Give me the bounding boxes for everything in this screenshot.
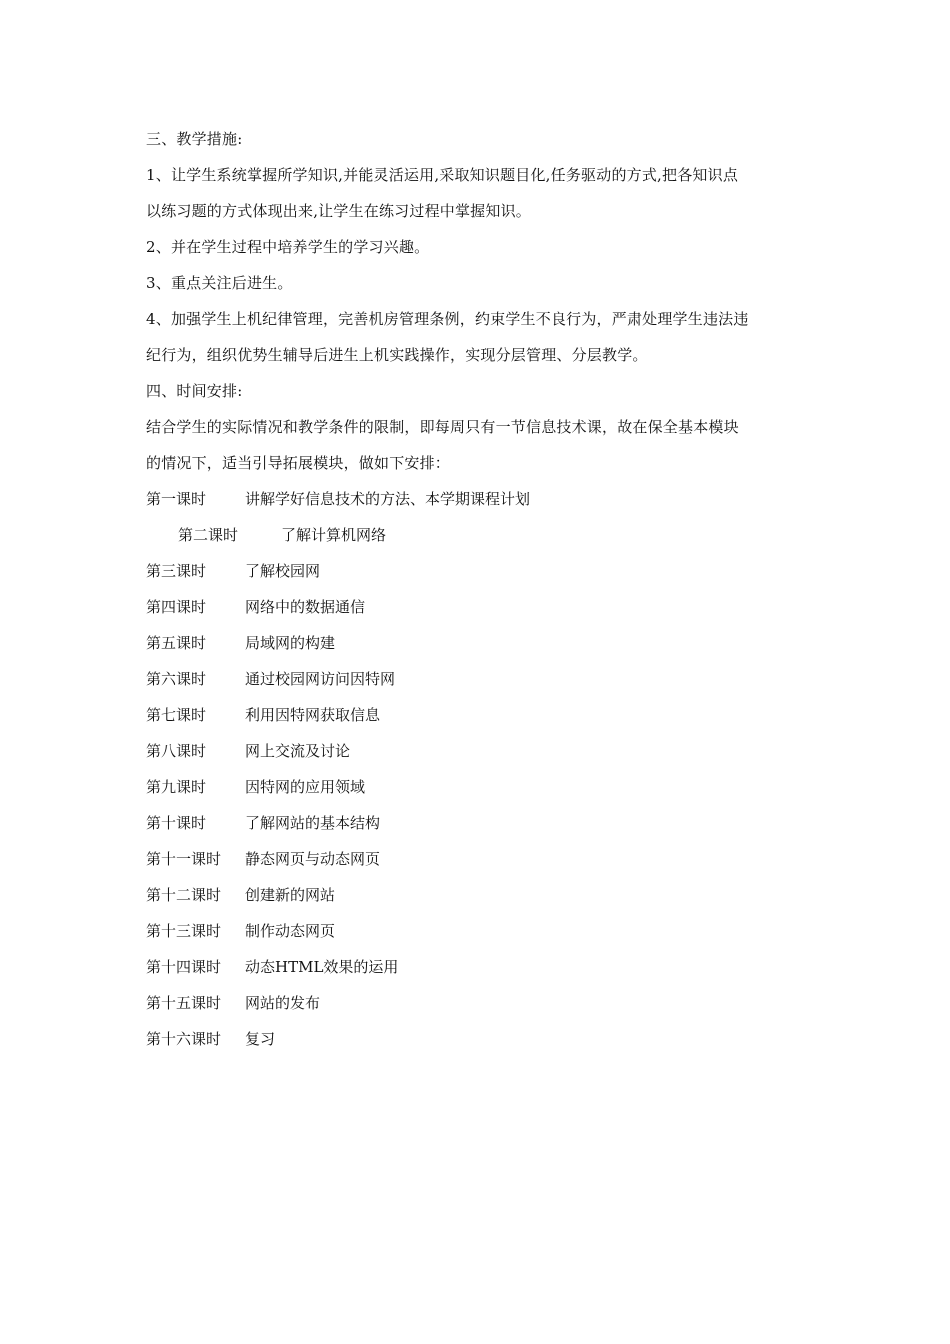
lesson-topic: 了解校园网 (245, 562, 321, 580)
lesson-label: 第十课时 (146, 814, 207, 832)
lesson-label: 第十五课时 (146, 994, 222, 1012)
lesson-topic: 动态HTML效果的运用 (245, 958, 399, 976)
schedule-row (146, 1026, 811, 1062)
lesson-label: 第八课时 (146, 742, 207, 760)
lesson-topic: 了解网站的基本结构 (245, 814, 381, 832)
schedule-row (146, 630, 811, 666)
lesson-label: 第十六课时 (146, 1030, 222, 1048)
lesson-label: 第十三课时 (146, 922, 222, 940)
lesson-label: 第一课时 (146, 490, 207, 508)
text-line: 以练习题的方式体现出来,让学生在练习过程中掌握知识。 (146, 202, 531, 220)
schedule-row (146, 882, 811, 918)
lesson-label: 第四课时 (146, 598, 207, 616)
schedule-row (146, 774, 811, 810)
schedule-row (146, 738, 811, 774)
schedule-list (146, 486, 811, 1062)
text-line: 的情况下，适当引导拓展模块，做如下安排： (146, 454, 451, 472)
lesson-topic: 复习 (245, 1030, 276, 1048)
lesson-label: 第十二课时 (146, 886, 222, 904)
lesson-topic: 讲解学好信息技术的方法、本学期课程计划 (245, 490, 531, 508)
schedule-row (146, 846, 811, 882)
lesson-topic: 网站的发布 (245, 994, 321, 1012)
measure-item-1 (146, 162, 811, 224)
schedule-row (146, 486, 811, 522)
schedule-row (146, 522, 811, 558)
text-line: 1、让学生系统掌握所学知识,并能灵活运用,采取知识题目化,任务驱动的方式,把各知识点 (146, 166, 739, 184)
lesson-label: 第三课时 (146, 562, 207, 580)
lesson-topic: 局域网的构建 (245, 634, 336, 652)
schedule-row (146, 990, 811, 1026)
lesson-label: 第九课时 (146, 778, 207, 796)
lesson-topic: 网络中的数据通信 (245, 598, 366, 616)
lesson-topic: 网上交流及讨论 (245, 742, 351, 760)
lesson-topic: 制作动态网页 (245, 922, 336, 940)
lesson-topic: 通过校园网访问因特网 (245, 670, 396, 688)
measure-item-4 (146, 306, 811, 368)
schedule-row (146, 594, 811, 630)
lesson-label: 第十四课时 (146, 958, 222, 976)
schedule-row (146, 558, 811, 594)
text-line: 4、加强学生上机纪律管理，完善机房管理条例，约束学生不良行为，严肃处理学生违法违 (146, 310, 749, 328)
document-body (146, 126, 811, 1062)
lesson-topic: 静态网页与动态网页 (245, 850, 381, 868)
section-heading-measures: 三、教学措施: (146, 130, 243, 148)
measure-item-3: 3、重点关注后进生。 (146, 274, 293, 292)
lesson-topic: 了解计算机网络 (281, 526, 387, 544)
schedule-row (146, 666, 811, 702)
lesson-label: 第五课时 (146, 634, 207, 652)
schedule-row (146, 918, 811, 954)
section-heading-schedule: 四、时间安排: (146, 382, 243, 400)
lesson-topic: 创建新的网站 (245, 886, 336, 904)
lesson-label: 第六课时 (146, 670, 207, 688)
text-line: 结合学生的实际情况和教学条件的限制，即每周只有一节信息技术课，故在保全基本模块 (146, 418, 739, 436)
schedule-row (146, 954, 811, 990)
schedule-row (146, 810, 811, 846)
lesson-label: 第二课时 (178, 526, 239, 544)
lesson-topic: 利用因特网获取信息 (245, 706, 381, 724)
lesson-label: 第十一课时 (146, 850, 222, 868)
lesson-topic: 因特网的应用领域 (245, 778, 366, 796)
lesson-label: 第七课时 (146, 706, 207, 724)
schedule-row (146, 702, 811, 738)
measure-item-2: 2、并在学生过程中培养学生的学习兴趣。 (146, 238, 430, 256)
text-line: 纪行为，组织优势生辅导后进生上机实践操作，实现分层管理、分层教学。 (146, 346, 648, 364)
schedule-intro (146, 414, 811, 476)
